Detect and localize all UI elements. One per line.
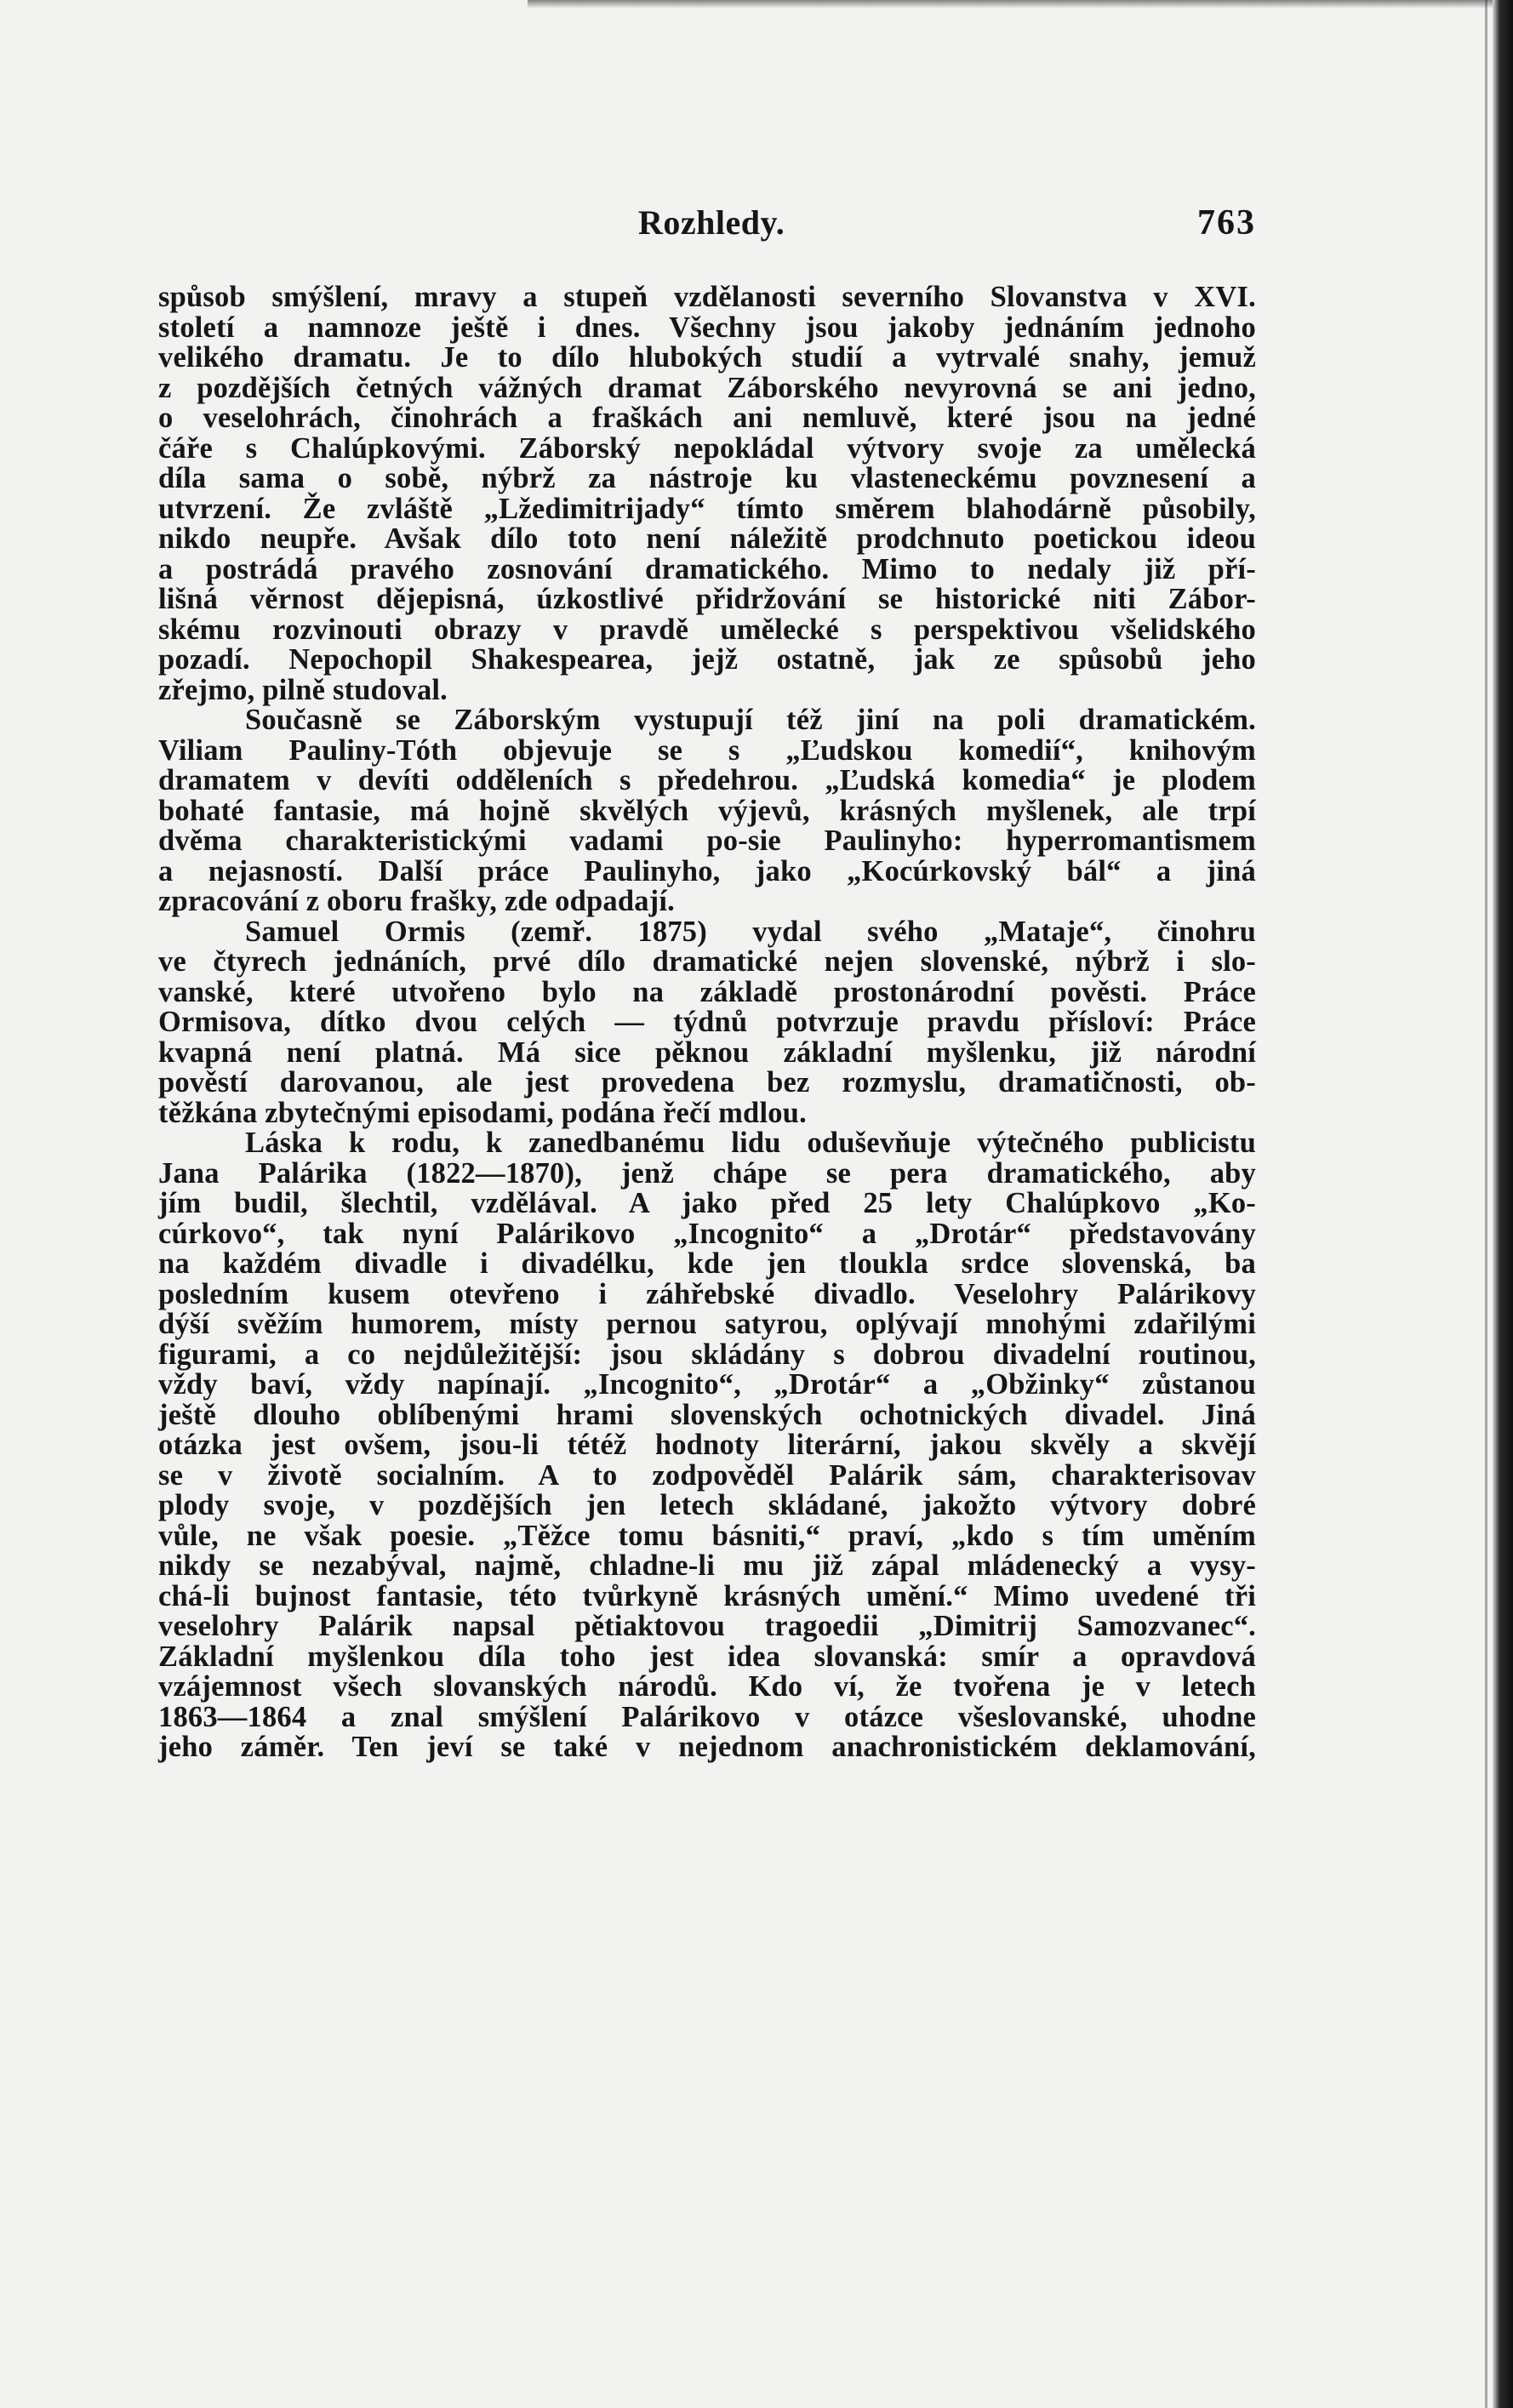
text-line: plody svoje, v pozdějších jen letech skládané, jakožto výtvory dobré: [158, 1489, 1256, 1521]
text-line: ještě dlouho oblíbenými hrami slovenských ochotnických divadel. Jiná: [158, 1398, 1256, 1431]
text-line: Viliam Pauliny-Tóth objevuje se s „Ľudskou komedií“, knihovým: [158, 733, 1256, 767]
text-line: skému rozvinouti obrazy v pravdě umělecké s perspektivou všelidského: [158, 613, 1256, 646]
text-line: kvapná není platná. Má sice pěknou základní myšlenku, již národní: [158, 1036, 1256, 1069]
text-line: Ormisova, dítko dvou celých — týdnů potvrzuje pravdu přísloví: Práce: [158, 1006, 1256, 1038]
text-line: čáře s Chalúpkovými. Záborský nepokládal výtvory svoje za umělecká: [158, 431, 1256, 465]
text-line: vždy baví, vždy napínají. „Incognito“, „Drotár“ a „Obžinky“ zůstanou: [158, 1368, 1256, 1401]
text-line: posledním kusem otevřeno i záhřebské divadlo. Veselohry Palárikovy: [158, 1277, 1256, 1310]
text-line: dramatem v devíti odděleních s předehrou. „Ľudská komedia“ je plodem: [158, 764, 1256, 796]
text-line: 1863—1864 a znal smýšlení Palárikovo v otázce všeslovanské, uhodne: [158, 1700, 1256, 1733]
text-line: Samuel Ormis (zemř. 1875) vydal svého „Mataje“, činohru: [245, 915, 1256, 948]
text-line: století a namnoze ještě i dnes. Všechny jsou jakoby jednáním jednoho: [158, 311, 1256, 344]
text-line: a postrádá pravého zosnování dramatického. Mimo to nedaly již pří-: [158, 552, 1256, 585]
text-line: dýší svěžím humorem, místy pernou satyrou, oplývají mnohými zdařilými: [158, 1308, 1256, 1340]
text-line: pověstí darovanou, ale jest provedena bez rozmyslu, dramatičnosti, ob-: [158, 1066, 1256, 1098]
text-line: a nejasností. Další práce Paulinyho, jako „Kocúrkovský bál“ a jiná: [158, 854, 1256, 887]
text-line: jeho záměr. Ten jeví se také v nejednom anachronistickém deklamování,: [158, 1731, 1256, 1763]
text-line: Základní myšlenkou díla toho jest idea slovanská: smír a opravdová: [158, 1640, 1256, 1673]
text-line: o veselohrách, činohrách a fraškách ani nemluvě, které jsou na jedné: [158, 402, 1256, 434]
text-line: veselohry Palárik napsal pětiaktovou tragoedii „Dimitrij Samozvanec“.: [158, 1610, 1256, 1642]
text-line: zpracování z oboru frašky, zde odpadají.: [158, 885, 675, 917]
running-title: Rozhledy.: [638, 203, 785, 242]
text-line: pozadí. Nepochopil Shakespearea, jejž ostatně, jak ze spůsobů jeho: [158, 643, 1256, 676]
scan-binding-line: [1485, 0, 1487, 2408]
text-line: ve čtyrech jednáních, prvé dílo dramatické nejen slovenské, nýbrž i slo-: [158, 945, 1256, 978]
text-line: chá-li bujnost fantasie, této tvůrkyně krásných umění.“ Mimo uvedené tři: [158, 1579, 1256, 1612]
text-line: lišná věrnost dějepisná, úzkostlivé přidržování se historické niti Zábor-: [158, 583, 1256, 615]
text-line: vanské, které utvořeno bylo na základě prostonárodní pověsti. Práce: [158, 975, 1256, 1008]
text-line: se v životě socialním. A to zodpověděl Palárik sám, charakterisovav: [158, 1458, 1256, 1492]
text-line: nikdo neupře. Avšak dílo toto není náležitě prodchnuto poetickou ideou: [158, 522, 1256, 555]
text-line: jím budil, šlechtil, vzdělával. A jako před 25 lety Chalúpkovo „Ko-: [158, 1187, 1256, 1219]
page-number: 763: [1197, 203, 1256, 243]
text-line: díla sama o sobě, nýbrž za nástroje ku vlasteneckému povznesení a: [158, 462, 1256, 494]
text-line: zřejmo, pilně studoval.: [158, 673, 448, 706]
scan-edge-right: [1493, 0, 1513, 2408]
text-line: utvrzení. Že zvláště „Lžedimitrijady“ tímto směrem blahodárně působily,: [158, 492, 1256, 525]
text-line: vzájemnost všech slovanských národů. Kdo ví, že tvořena je v letech: [158, 1670, 1256, 1703]
text-line: spůsob smýšlení, mravy a stupeň vzdělanosti severního Slovanstva v XVI.: [158, 281, 1256, 313]
text-line: Láska k rodu, k zanedbanému lidu oduševňuje výtečného publicistu: [245, 1127, 1256, 1159]
text-line: otázka jest ovšem, jsou-li tétéž hodnoty literární, jakou skvěly a skvějí: [158, 1429, 1256, 1461]
text-line: figurami, a co nejdůležitější: jsou skládány s dobrou divadelní routinou,: [158, 1338, 1256, 1371]
text-line: nikdy se nezabýval, najmě, chladne-li mu již zápal mládenecký a vysy-: [158, 1549, 1256, 1582]
text-line: velikého dramatu. Je to dílo hlubokých studií a vytrvalé snahy, jemuž: [158, 341, 1256, 374]
text-line: vůle, ne však poesie. „Těžce tomu básniti,“ praví, „kdo s tím uměním: [158, 1519, 1256, 1552]
text-line: bohaté fantasie, má hojně skvělých výjevů, krásných myšlenek, ale trpí: [158, 794, 1256, 827]
text-line: cúrkovo“, tak nyní Palárikovo „Incognito“ a „Drotár“ představovány: [158, 1217, 1256, 1250]
text-line: z pozdějších četných vážných dramat Záborského nevyrovná se ani jedno,: [158, 371, 1256, 404]
text-line: Současně se Záborským vystupují též jiní na poli dramatickém.: [245, 704, 1256, 736]
text-line: dvěma charakteristickými vadami po-sie Paulinyho: hyperromantismem: [158, 825, 1256, 857]
body-text: [158, 282, 1256, 1763]
page-header: [158, 203, 1256, 250]
text-line: na každém divadle i divadélku, kde jen tloukla srdce slovenská, ba: [158, 1247, 1256, 1280]
scan-shadow-top: [528, 0, 1498, 9]
text-line: Jana Palárika (1822—1870), jenž chápe se pera dramatického, aby: [158, 1156, 1256, 1190]
text-line: těžkána zbytečnými episodami, podána řečí mdlou.: [158, 1096, 807, 1129]
